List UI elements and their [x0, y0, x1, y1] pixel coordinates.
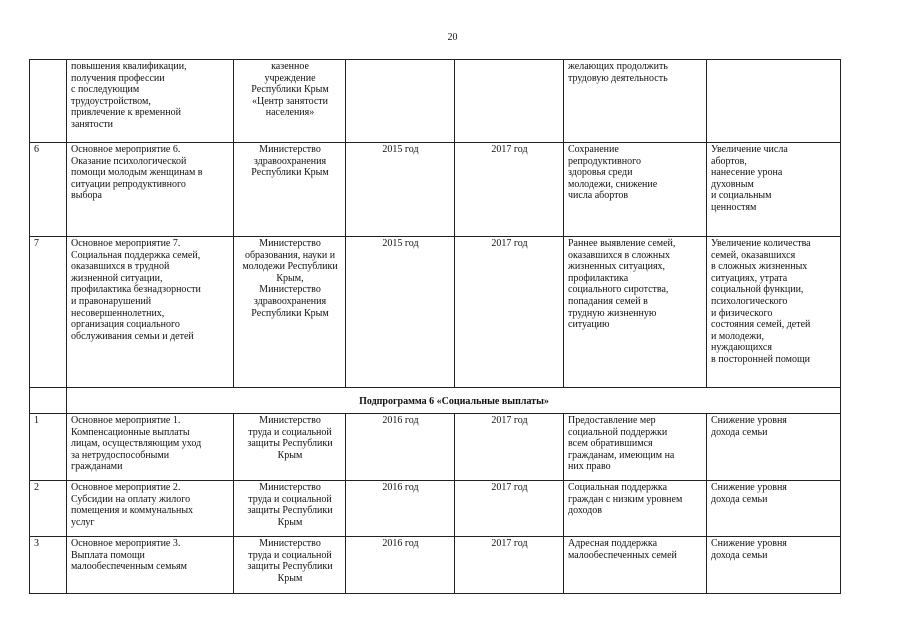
end-year-cell: 2017 год	[455, 414, 564, 481]
row-number: 6	[30, 143, 67, 237]
expected-result-cell: Сохранение репродуктивного здоровья среди молодежи, снижение числа абортов	[564, 143, 707, 237]
consequences-cell: Увеличение количества семей, оказавшихся в сложных жизненных ситуациях, утрата социальной функции, психологического и физического состояния семей, детей и молодежи, нуждающихся в посторонней помощи	[707, 237, 841, 388]
executor-cell: Министерство здравоохранения Республики Крым	[234, 143, 346, 237]
measure-cell: Основное мероприятие 7. Социальная поддержка семей, оказавшихся в трудной жизненной ситуации, профилактика безнадзорности и правонарушений несовершеннолетних, организация социального обслуживания семьи и детей	[67, 237, 234, 388]
row-number	[30, 60, 67, 143]
measure-cell: Основное мероприятие 3. Выплата помощи малообеспеченным семьям	[67, 537, 234, 594]
start-year-cell	[346, 60, 455, 143]
expected-result-cell: Раннее выявление семей, оказавшихся в сложных жизненных ситуациях, профилактика социального сиротства, попадания семей в трудную жизненную ситуацию	[564, 237, 707, 388]
consequences-cell: Увеличение числа абортов, нанесение урона духовным и социальным ценностям	[707, 143, 841, 237]
table-cell	[30, 388, 67, 414]
subprogram-header-row	[30, 388, 841, 414]
row-number: 3	[30, 537, 67, 594]
measure-cell: Основное мероприятие 2. Субсидии на оплату жилого помещения и коммунальных услуг	[67, 481, 234, 537]
executor-cell: Министерство труда и социальной защиты Республики Крым	[234, 414, 346, 481]
table-row	[30, 537, 841, 594]
end-year-cell	[455, 60, 564, 143]
subprogram-title: Подпрограмма 6 «Социальные выплаты»	[67, 388, 841, 414]
start-year-cell: 2015 год	[346, 143, 455, 237]
expected-result-cell: Социальная поддержка граждан с низким уровнем доходов	[564, 481, 707, 537]
expected-result-cell: Предоставление мер социальной поддержки всем обратившимся гражданам, имеющим на них право	[564, 414, 707, 481]
table-row	[30, 143, 841, 237]
measure-cell: Основное мероприятие 1. Компенсационные выплаты лицам, осуществляющим уход за нетрудоспособными гражданами	[67, 414, 234, 481]
table-row	[30, 237, 841, 388]
consequences-cell: Снижение уровня дохода семьи	[707, 537, 841, 594]
expected-result-cell: Адресная поддержка малообеспеченных семей	[564, 537, 707, 594]
start-year-cell: 2015 год	[346, 237, 455, 388]
end-year-cell: 2017 год	[455, 237, 564, 388]
expected-result-cell: желающих продолжить трудовую деятельность	[564, 60, 707, 143]
row-number: 1	[30, 414, 67, 481]
consequences-cell: Снижение уровня дохода семьи	[707, 414, 841, 481]
row-number: 7	[30, 237, 67, 388]
executor-cell: казенное учреждение Республики Крым «Центр занятости населения»	[234, 60, 346, 143]
executor-cell: Министерство труда и социальной защиты Республики Крым	[234, 481, 346, 537]
executor-cell: Министерство образования, науки и молодежи Республики Крым, Министерство здравоохранения Республики Крым	[234, 237, 346, 388]
table-row	[30, 481, 841, 537]
table-row	[30, 414, 841, 481]
consequences-cell	[707, 60, 841, 143]
end-year-cell: 2017 год	[455, 143, 564, 237]
consequences-cell: Снижение уровня дохода семьи	[707, 481, 841, 537]
end-year-cell: 2017 год	[455, 537, 564, 594]
measures-table	[29, 59, 841, 594]
page-number: 20	[447, 32, 458, 43]
measure-cell: повышения квалификации, получения профессии с последующим трудоустройством, привлечение к временной занятости	[67, 60, 234, 143]
row-number: 2	[30, 481, 67, 537]
measure-cell: Основное мероприятие 6. Оказание психологической помощи молодым женщинам в ситуации репродуктивного выбора	[67, 143, 234, 237]
table-row	[30, 60, 841, 143]
executor-cell: Министерство труда и социальной защиты Республики Крым	[234, 537, 346, 594]
end-year-cell: 2017 год	[455, 481, 564, 537]
start-year-cell: 2016 год	[346, 481, 455, 537]
start-year-cell: 2016 год	[346, 537, 455, 594]
start-year-cell: 2016 год	[346, 414, 455, 481]
